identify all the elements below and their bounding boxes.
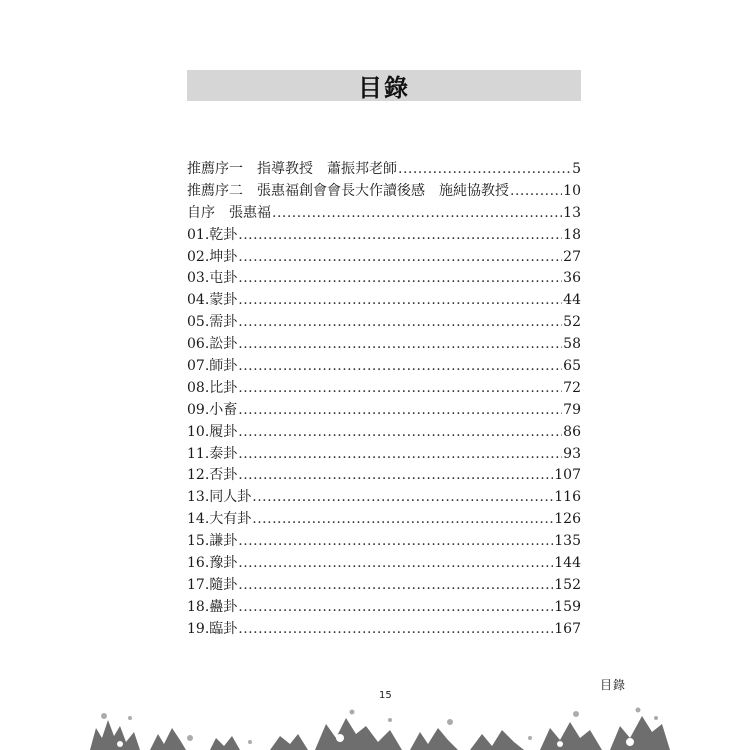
toc-entry-label: 14.大有卦 bbox=[187, 511, 252, 528]
toc-entry-page: 152 bbox=[554, 576, 581, 593]
toc-entry-label: 15.謙卦 bbox=[187, 533, 238, 550]
toc-leader-dots bbox=[238, 621, 553, 637]
toc-entry-page: 27 bbox=[563, 248, 581, 265]
toc-entry bbox=[187, 399, 581, 421]
toc-entry-label: 03.屯卦 bbox=[187, 270, 238, 287]
toc-leader-dots bbox=[238, 358, 562, 374]
toc-leader-dots bbox=[510, 183, 562, 199]
toc-entry bbox=[187, 180, 581, 202]
title-bar bbox=[187, 70, 581, 101]
page-number: 15 bbox=[379, 690, 392, 701]
toc-entry-label: 04.蒙卦 bbox=[187, 292, 238, 309]
toc-entry bbox=[187, 246, 581, 268]
toc-entry-page: 72 bbox=[563, 379, 581, 396]
toc-leader-dots bbox=[238, 446, 562, 462]
toc-entry bbox=[187, 596, 581, 618]
toc-leader-dots bbox=[238, 599, 553, 615]
table-of-contents bbox=[187, 158, 581, 640]
toc-entry bbox=[187, 202, 581, 224]
toc-entry-label: 10.履卦 bbox=[187, 423, 238, 440]
toc-entry bbox=[187, 552, 581, 574]
toc-entry-page: 116 bbox=[554, 489, 581, 506]
toc-entry-label: 07.師卦 bbox=[187, 358, 238, 375]
toc-entry-page: 126 bbox=[554, 511, 581, 528]
toc-entry bbox=[187, 311, 581, 333]
toc-entry-page: 86 bbox=[563, 423, 581, 440]
toc-entry bbox=[187, 158, 581, 180]
toc-entry bbox=[187, 377, 581, 399]
toc-entry bbox=[187, 333, 581, 355]
page-title: 目錄 bbox=[358, 74, 410, 102]
toc-entry-page: 93 bbox=[563, 445, 581, 462]
toc-entry-page: 13 bbox=[563, 204, 581, 221]
toc-entry bbox=[187, 443, 581, 465]
toc-entry-page: 144 bbox=[554, 555, 581, 572]
toc-entry-label: 11.泰卦 bbox=[187, 445, 238, 462]
running-head: 目錄 bbox=[600, 678, 627, 692]
toc-entry-page: 52 bbox=[563, 314, 581, 331]
toc-entry-page: 10 bbox=[563, 182, 581, 199]
toc-leader-dots bbox=[238, 249, 562, 265]
toc-leader-dots bbox=[238, 402, 562, 418]
toc-leader-dots bbox=[238, 292, 562, 308]
toc-entry-label: 02.坤卦 bbox=[187, 248, 238, 265]
toc-entry bbox=[187, 508, 581, 530]
toc-entry-page: 36 bbox=[563, 270, 581, 287]
toc-entry-label: 13.同人卦 bbox=[187, 489, 252, 506]
toc-entry-page: 107 bbox=[554, 467, 581, 484]
toc-entry-label: 12.否卦 bbox=[187, 467, 238, 484]
toc-entry-label: 08.比卦 bbox=[187, 379, 238, 396]
toc-entry-label: 推薦序二 張惠福創會會長大作讀後感 施純協教授 bbox=[187, 182, 509, 199]
toc-leader-dots bbox=[238, 270, 562, 286]
toc-entry bbox=[187, 464, 581, 486]
ink-splatter-decoration bbox=[90, 698, 670, 750]
toc-entry bbox=[187, 574, 581, 596]
toc-entry-label: 01.乾卦 bbox=[187, 226, 238, 243]
toc-entry-label: 19.臨卦 bbox=[187, 620, 238, 637]
toc-entry-label: 自序 張惠福 bbox=[187, 204, 271, 221]
toc-entry-page: 5 bbox=[572, 161, 581, 177]
toc-entry-page: 79 bbox=[563, 401, 581, 418]
toc-entry-page: 159 bbox=[554, 598, 581, 615]
toc-leader-dots bbox=[238, 555, 553, 571]
toc-entry bbox=[187, 530, 581, 552]
toc-entry-label: 18.蠱卦 bbox=[187, 598, 238, 615]
toc-entry-label: 09.小畜 bbox=[187, 401, 238, 418]
toc-entry-page: 65 bbox=[563, 358, 581, 375]
toc-entry-page: 58 bbox=[563, 336, 581, 353]
toc-leader-dots bbox=[238, 533, 553, 549]
toc-entry-page: 135 bbox=[554, 533, 581, 550]
toc-entry bbox=[187, 486, 581, 508]
toc-leader-dots bbox=[252, 511, 553, 527]
toc-entry bbox=[187, 267, 581, 289]
toc-leader-dots bbox=[238, 424, 562, 440]
toc-entry-page: 44 bbox=[563, 292, 581, 309]
toc-leader-dots bbox=[238, 577, 553, 593]
toc-entry-label: 17.隨卦 bbox=[187, 576, 238, 593]
toc-entry-label: 05.需卦 bbox=[187, 314, 238, 331]
toc-leader-dots bbox=[252, 489, 553, 505]
toc-leader-dots bbox=[272, 205, 562, 221]
toc-entry-label: 06.訟卦 bbox=[187, 336, 238, 353]
toc-entry bbox=[187, 289, 581, 311]
toc-entry-label: 16.豫卦 bbox=[187, 555, 238, 572]
toc-entry bbox=[187, 421, 581, 443]
toc-leader-dots bbox=[238, 227, 562, 243]
toc-entry bbox=[187, 618, 581, 640]
toc-leader-dots bbox=[238, 380, 562, 396]
toc-entry-page: 18 bbox=[563, 226, 581, 243]
toc-leader-dots bbox=[398, 161, 571, 177]
toc-leader-dots bbox=[238, 336, 562, 352]
toc-leader-dots bbox=[238, 467, 553, 483]
toc-entry bbox=[187, 355, 581, 377]
toc-entry-label: 推薦序一 指導教授 蕭振邦老師 bbox=[187, 161, 397, 177]
toc-entry-page: 167 bbox=[554, 620, 581, 637]
toc-leader-dots bbox=[238, 314, 562, 330]
toc-entry bbox=[187, 224, 581, 246]
